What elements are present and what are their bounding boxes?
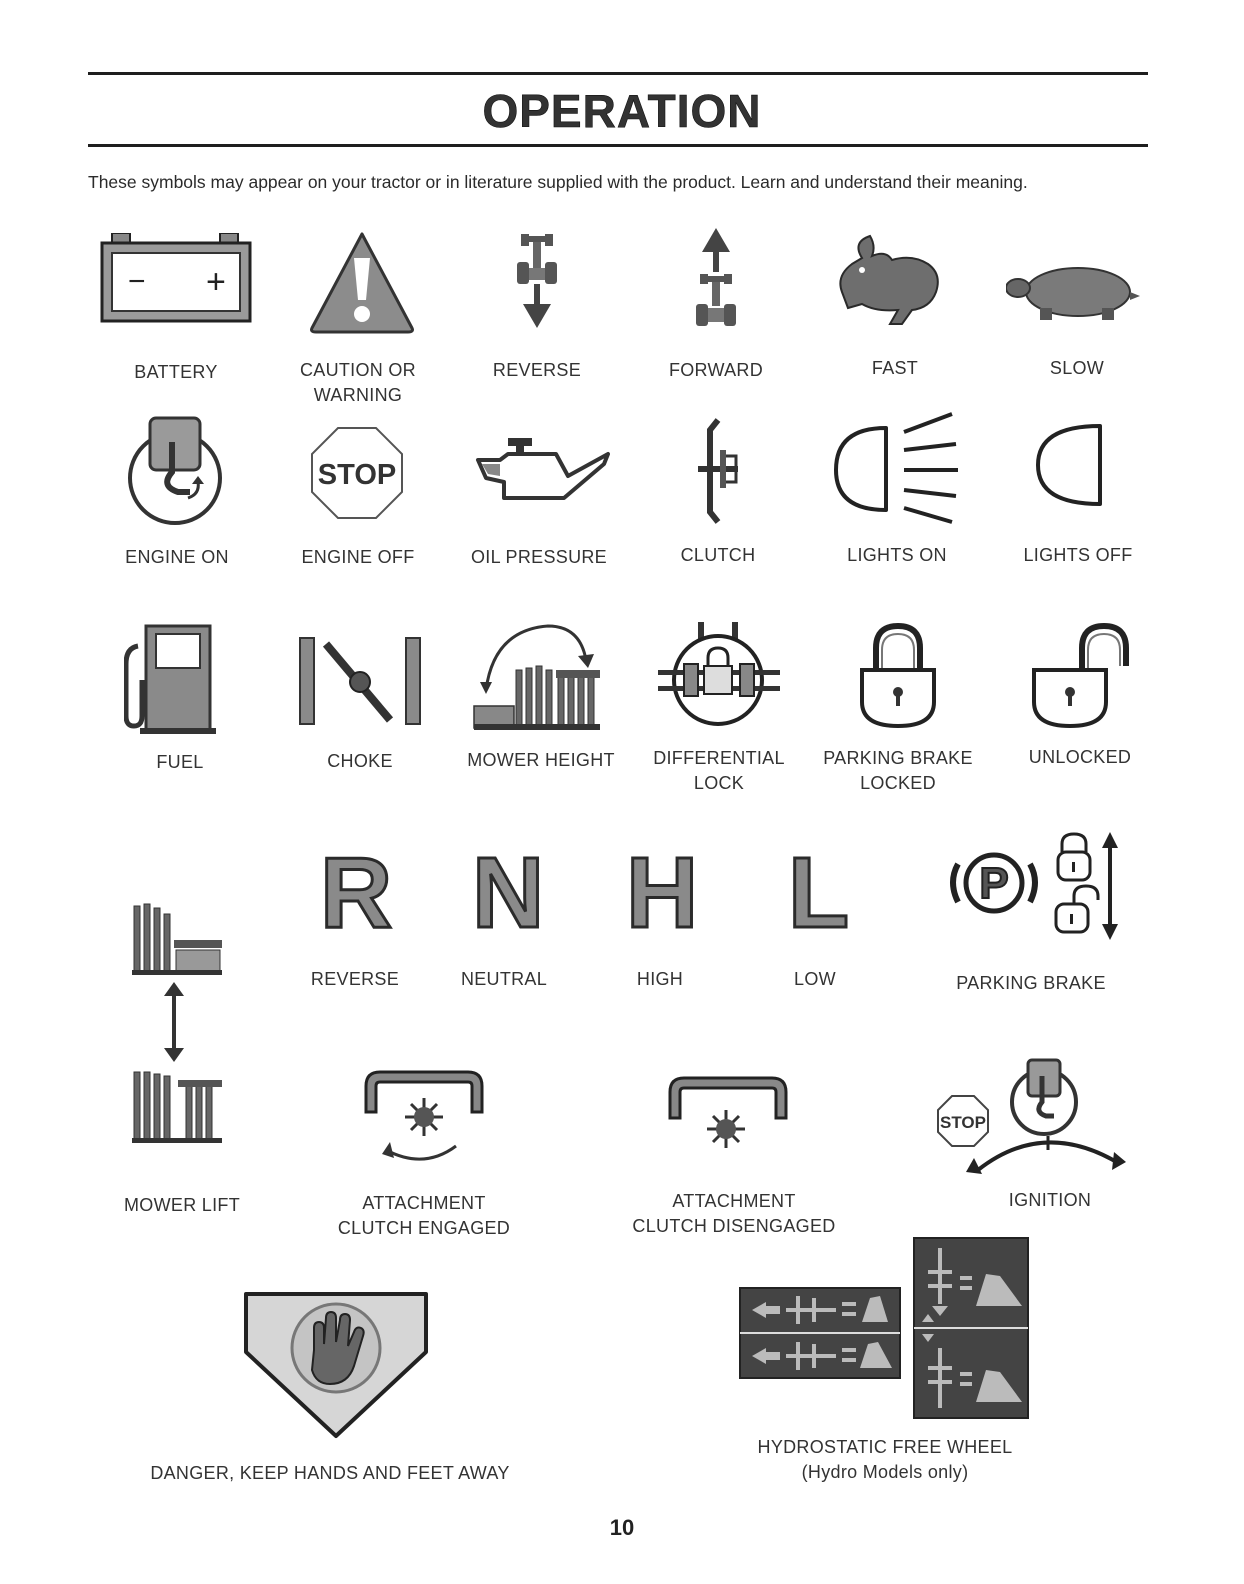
- label-fast: FAST: [871, 358, 919, 378]
- label-reverse: REVERSE: [492, 360, 582, 380]
- turtle-icon: [1006, 264, 1142, 322]
- label-attachment-disengaged: [614, 1189, 854, 1239]
- attachment-disengaged-icon: [664, 1072, 792, 1156]
- top-rule: [88, 72, 1148, 75]
- reverse-icon: [515, 232, 559, 332]
- label-pbl-line2: LOCKED: [860, 773, 936, 793]
- label-caution: [278, 358, 438, 408]
- page-title: OPERATION: [482, 85, 762, 137]
- clutch-icon: [696, 416, 740, 526]
- caution-icon: [308, 228, 416, 336]
- oil-can-icon: [472, 436, 612, 512]
- label-acd-line2: CLUTCH DISENGAGED: [632, 1216, 836, 1236]
- label-ace-line2: CLUTCH ENGAGED: [337, 1218, 511, 1238]
- label-lights-off: LIGHTS OFF: [1023, 545, 1133, 565]
- headlight-on-icon: [834, 410, 962, 526]
- ignition-stop-text: STOP: [940, 1113, 986, 1132]
- title-underline: [88, 144, 1148, 147]
- p-letter: P: [979, 859, 1009, 908]
- danger-hand-icon: [242, 1290, 430, 1440]
- label-engine-on: ENGINE ON: [125, 547, 229, 567]
- intro-text: These symbols may appear on your tractor or in literature supplied with the product. Learn and understand their meaning.: [88, 172, 1028, 192]
- choke-icon: [298, 636, 422, 726]
- page-number: 10: [609, 1515, 635, 1540]
- label-acd-line1: ATTACHMENT: [672, 1191, 796, 1211]
- parking-brake-icon: [944, 830, 1124, 946]
- label-unlocked: UNLOCKED: [1028, 747, 1132, 767]
- padlock-locked-icon: [858, 620, 938, 732]
- mower-height-icon: [472, 620, 608, 732]
- label-lights-on: LIGHTS ON: [847, 545, 947, 565]
- differential-lock-icon: [656, 620, 782, 730]
- gear-high-letter: H: [626, 837, 699, 949]
- label-diff-line2: LOCK: [693, 773, 745, 793]
- label-parking-locked: [808, 746, 988, 796]
- label-pbl-line1: PARKING BRAKE: [823, 748, 973, 768]
- label-clutch: CLUTCH: [680, 545, 756, 565]
- label-battery: BATTERY: [134, 362, 218, 382]
- headlight-off-icon: [1036, 422, 1106, 508]
- attachment-engaged-icon: [360, 1066, 488, 1168]
- label-differential-lock: [636, 746, 802, 796]
- label-ace-line1: ATTACHMENT: [362, 1193, 486, 1213]
- stop-text: STOP: [317, 459, 397, 491]
- label-slow: SLOW: [1049, 358, 1105, 378]
- plus-glyph: +: [206, 263, 226, 301]
- stop-sign-icon: [310, 426, 404, 520]
- ignition-icon: [934, 1054, 1130, 1178]
- battery-icon: [100, 233, 252, 325]
- label-gear-high: HIGH: [636, 969, 684, 989]
- label-choke: CHOKE: [327, 751, 393, 771]
- gear-low-letter: L: [788, 837, 850, 949]
- label-mower-lift: MOWER LIFT: [124, 1195, 240, 1215]
- label-gear-reverse: REVERSE: [310, 969, 400, 989]
- label-hydro: [726, 1435, 1044, 1485]
- rabbit-icon: [832, 232, 944, 326]
- label-hydro-line1: HYDROSTATIC FREE WHEEL: [757, 1437, 1013, 1457]
- label-danger: DANGER, KEEP HANDS AND FEET AWAY: [150, 1463, 510, 1483]
- fuel-pump-icon: [124, 624, 216, 736]
- label-attachment-engaged: [316, 1191, 532, 1241]
- label-ignition: IGNITION: [1008, 1190, 1092, 1210]
- gear-neutral-letter: N: [472, 837, 545, 949]
- padlock-unlocked-icon: [1030, 618, 1134, 734]
- mower-lift-icon: [130, 900, 226, 1146]
- forward-icon: [694, 226, 738, 330]
- hydro-free-wheel-icon: [738, 1236, 1030, 1420]
- label-forward: FORWARD: [668, 360, 764, 380]
- label-mower-height: MOWER HEIGHT: [467, 750, 615, 770]
- label-caution-line1: CAUTION OR: [299, 360, 416, 380]
- label-gear-neutral: NEUTRAL: [460, 969, 548, 989]
- label-parking-brake: PARKING BRAKE: [956, 973, 1106, 993]
- gear-reverse-letter: R: [320, 837, 393, 949]
- engine-on-icon: [126, 414, 224, 526]
- label-hydro-line2: (Hydro Models only): [801, 1462, 969, 1482]
- label-gear-low: LOW: [794, 969, 836, 989]
- label-fuel: FUEL: [156, 752, 204, 772]
- label-diff-line1: DIFFERENTIAL: [653, 748, 785, 768]
- label-caution-line2: WARNING: [313, 385, 403, 405]
- minus-glyph: −: [128, 265, 146, 298]
- label-engine-off: ENGINE OFF: [301, 547, 415, 567]
- label-oil-pressure: OIL PRESSURE: [471, 547, 607, 567]
